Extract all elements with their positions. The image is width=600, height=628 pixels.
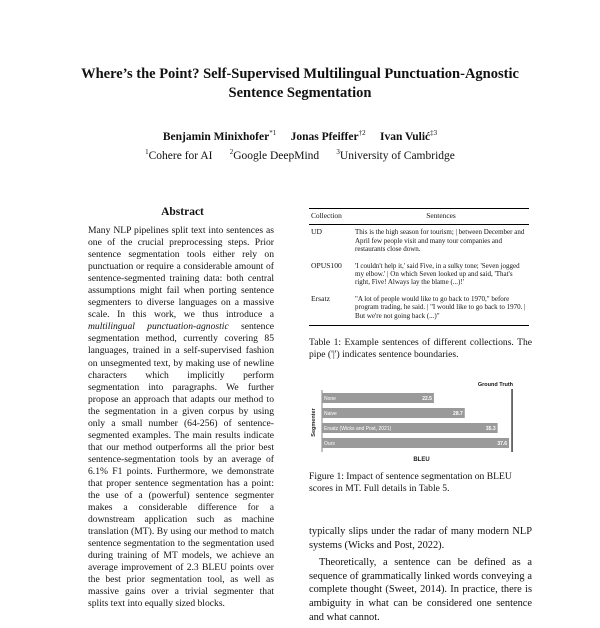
abstract-heading: Abstract [161, 206, 204, 218]
figure-caption: Figure 1: Impact of sentence segmentation on BLEU scores in MT. Full details in Table 5. [309, 471, 512, 494]
title-line-1: Where’s the Point? Self-Supervised Multilingual Punctuation-Agnostic [81, 66, 519, 82]
author-sup: *1 [269, 129, 277, 137]
author-name: Ivan Vulić [379, 130, 431, 143]
example-sentences-table [309, 208, 529, 326]
body-paragraph: typically slips under the radar of many modern NLP systems (Wicks and Post, 2022). [309, 526, 532, 551]
bar-category-label: Ersatz (Wicks and Post, 2021) [324, 426, 392, 432]
affiliation: University of Cambridge [339, 149, 455, 162]
author-name: Jonas Pfeiffer [290, 130, 359, 143]
bleu-bar-chart [309, 380, 531, 464]
ground-truth-label: Ground Truth [477, 382, 514, 388]
bar-value-label: 37.6 [497, 441, 508, 447]
author-block [0, 126, 600, 164]
table-cell-sentences: This is the high season for tourism; | between December and April few people visit and many tour companies and restaurants close down. [355, 228, 525, 254]
bar-1 [322, 408, 465, 418]
table-header: Collection [309, 209, 353, 225]
table-cell-sentences: 'I couldn't help it,' said Five, in a sulky tone; 'Seven jogged my elbow.' | On which Seven looked up and said, 'That's right, Five! Always lay the blame (...)!' [355, 261, 520, 287]
abstract-emphasis: multilingual punctuation-agnostic [88, 321, 229, 333]
affil-sup: 2 [229, 147, 234, 156]
table-cell-collection: UD [311, 227, 322, 237]
table-header: Sentences [353, 209, 529, 225]
table-caption: Table 1: Example sentences of different collections. The pipe ('|') indicates sentence boundaries. [309, 337, 532, 360]
author-sup: ‡3 [430, 129, 438, 137]
author-name: Benjamin Minixhofer [162, 130, 270, 143]
abstract-text-a: Many NLP pipelines split text into sentences as one of the crucial preprocessing steps. Prior sentence segmentation tools either rely on punctuation or require a considerable amount of sentence-segmented training data: both central assumptions might fail when porting sentence segmenters to diverse languages on a massive scale. In this work, we thus introduce a [88, 225, 274, 321]
bar-category-label: Ours [324, 441, 335, 447]
author-names [0, 126, 600, 145]
x-axis-label: BLEU [413, 457, 430, 463]
bar-category-label: Naive [324, 411, 337, 417]
paper-title [0, 65, 600, 103]
affiliation: Cohere for AI [148, 149, 213, 162]
affiliations [0, 145, 600, 164]
body-paragraph: Theoretically, a sentence can be defined as a sequence of grammatically linked words conveying a complete thought (Sweet, 2014). In practice, there is ambiguity in what can be considered one sentence and what cannot. [309, 557, 532, 623]
table-cell-sentences: "A lot of people would like to go back to 1970," before program trading, he said. | "I would like to go back to 1970. | But we're not going back (...)" [353, 292, 529, 326]
bar-category-label: None [324, 396, 336, 402]
abstract-text-b: sentence segmentation method, currently covering 85 languages, trained in a self-supervised fashion on unsegmented text, by making use of newline characters which implicitly perform segmentation into paragraphs. We further propose an approach that adapts our method to the segmentation in a given corpus by using only a small number (64-256) of sentence-segmented examples. The main results indicate that our method outperforms all the prior best sentence-segmentation tools by an average of 6.1% F1 points. Furthermore, we demonstrate that proper sentence segmentation has a point: the use of a (powerful) sentence segmenter makes a considerable difference for a downstream application such as machine translation (MT). By using our method to match sentence segmentation to the segmentation used during training of MT models, we achieve an average improvement of 2.3 BLEU points over the best prior segmentation tool, as well as massive gains over a trivial segmenter that splits text into equally sized blocks. [88, 321, 274, 610]
bar-value-label: 22.5 [422, 396, 432, 402]
author-sup: †2 [358, 129, 366, 137]
abstract-body [88, 225, 274, 611]
affil-sup: 3 [336, 147, 340, 156]
abstract-paragraph [88, 225, 274, 611]
bar-value-label: 28.7 [453, 411, 463, 417]
y-axis-label: Segmenter [311, 408, 317, 437]
table-row [309, 259, 529, 292]
affiliation: Google DeepMind [233, 149, 320, 162]
table-row [309, 292, 529, 326]
bar-value-label: 35.3 [485, 426, 496, 432]
table-cell-collection: Ersatz [309, 292, 353, 326]
body-text [309, 525, 532, 628]
title-line-2: Sentence Segmentation [228, 85, 372, 101]
table-header-row [309, 209, 529, 225]
bar-0 [322, 393, 434, 403]
table-row [309, 225, 529, 259]
table-cell-collection: OPUS100 [311, 260, 342, 270]
affil-sup: 1 [145, 147, 149, 156]
bar-3 [322, 438, 509, 448]
